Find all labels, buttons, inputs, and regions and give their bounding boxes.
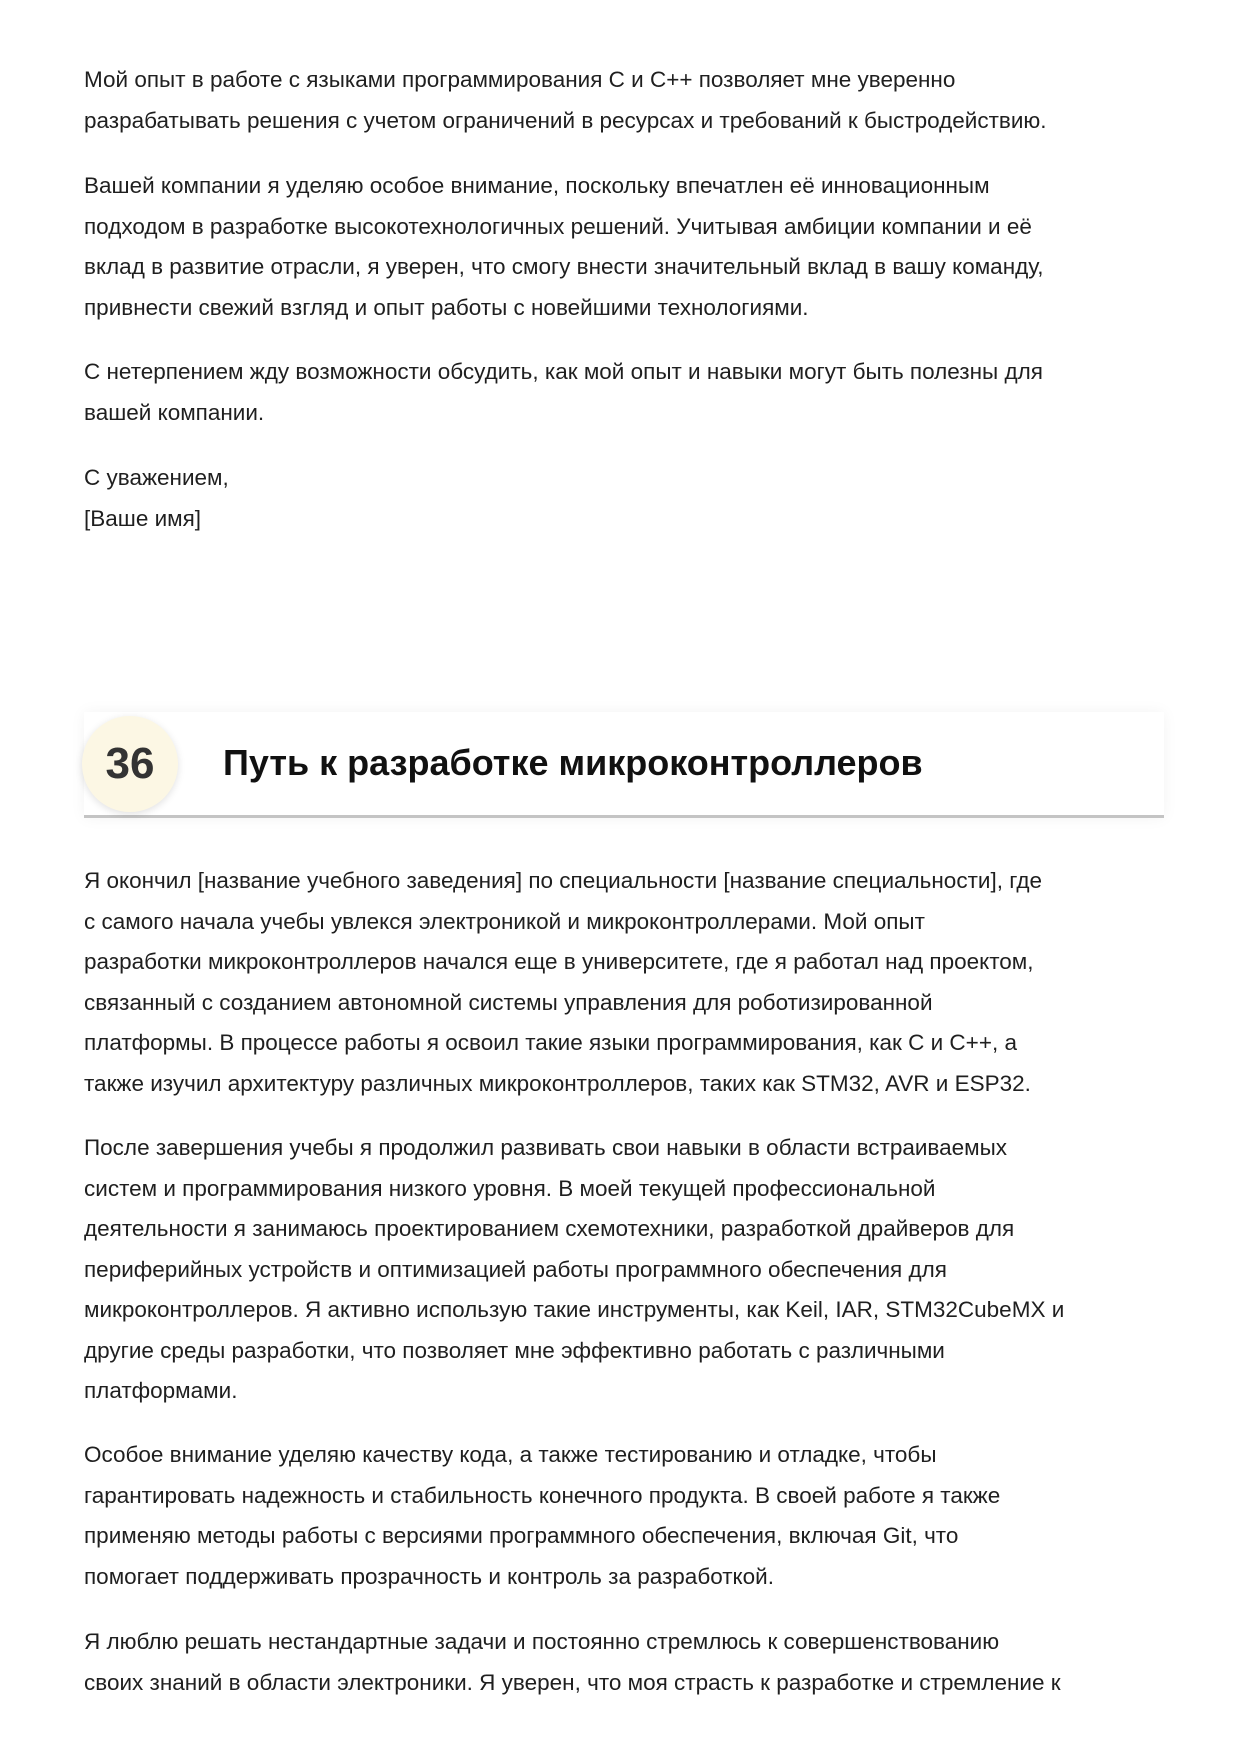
section-number-badge: 36	[82, 716, 178, 812]
signature	[84, 458, 1174, 539]
text-line: С нетерпением жду возможности обсудить, как мой опыт и навыки могут быть полезны для	[84, 359, 1043, 384]
text-line: привнести свежий взгляд и опыт работы с новейшими технологиями.	[84, 294, 809, 320]
text-line: связанный с созданием автономной системы управления для роботизированной	[84, 989, 933, 1015]
text-line: Вашей компании я уделяю особое внимание, поскольку впечатлен её инновационным	[84, 173, 990, 198]
text-line: Я окончил [название учебного заведения] по специальности [название специальности], где	[84, 868, 1043, 893]
text-line: разрабатывать решения с учетом ограничений в ресурсах и требований к быстродействию.	[84, 107, 1047, 133]
text-line: другие среды разработки, что позволяет мне эффективно работать с различными	[84, 1337, 945, 1363]
paragraph-quality	[84, 1435, 1174, 1597]
text-line: вашей компании.	[84, 399, 265, 425]
section-divider	[84, 815, 1164, 818]
section-title: Путь к разработке микроконтроллеров	[223, 742, 923, 783]
text-line: микроконтроллеров. Я активно использую такие инструменты, как Keil, IAR, STM32CubeMX и	[84, 1297, 1065, 1322]
text-line: помогает поддерживать прозрачность и контроль за разработкой.	[84, 1563, 774, 1589]
text-line: подходом в разработке высокотехнологичных решений. Учитывая амбиции компании и её	[84, 213, 1032, 239]
paragraph-career	[84, 1128, 1174, 1412]
paragraph-company	[84, 166, 1174, 328]
text-line: с самого начала учебы увлекся электроникой и микроконтроллерами. Мой опыт	[84, 908, 925, 934]
text-line: С уважением,	[84, 465, 229, 490]
text-line: систем и программирования низкого уровня. В моей текущей профессиональной	[84, 1175, 936, 1201]
text-line: [Ваше имя]	[84, 505, 202, 531]
text-line: платформами.	[84, 1378, 238, 1403]
text-line: периферийных устройств и оптимизацией работы программного обеспечения для	[84, 1256, 947, 1282]
text-line: применяю методы работы с версиями программного обеспечения, включая Git, что	[84, 1523, 959, 1548]
text-line: После завершения учебы я продолжил развивать свои навыки в области встраиваемых	[84, 1135, 1008, 1160]
text-line: Мой опыт в работе с языками программирования C и C++ позволяет мне уверенно	[84, 67, 956, 92]
paragraph-education	[84, 861, 1174, 1104]
text-line: гарантировать надежность и стабильность конечного продукта. В своей работе я также	[84, 1482, 1001, 1508]
paragraph-closing	[84, 352, 1174, 433]
text-line: Особое внимание уделяю качеству кода, а также тестированию и отладке, чтобы	[84, 1442, 937, 1467]
text-line: платформы. В процессе работы я освоил такие языки программирования, как C и C++, а	[84, 1030, 1017, 1055]
text-line: вклад в развитие отрасли, я уверен, что смогу внести значительный вклад в вашу команду,	[84, 254, 1044, 279]
text-line: Я люблю решать нестандартные задачи и постоянно стремлюсь к совершенствованию	[84, 1629, 1000, 1654]
text-line: разработки микроконтроллеров начался еще в университете, где я работал над проектом,	[84, 949, 1034, 974]
paragraph-experience	[84, 60, 1174, 141]
text-line: также изучил архитектуру различных микроконтроллеров, таких как STM32, AVR и ESP32.	[84, 1070, 1031, 1096]
text-line: деятельности я занимаюсь проектированием схемотехники, разработкой драйверов для	[84, 1216, 1015, 1241]
paragraph-motivation	[84, 1622, 1174, 1703]
text-line: своих знаний в области электроники. Я уверен, что моя страсть к разработке и стремление к	[84, 1669, 1061, 1695]
